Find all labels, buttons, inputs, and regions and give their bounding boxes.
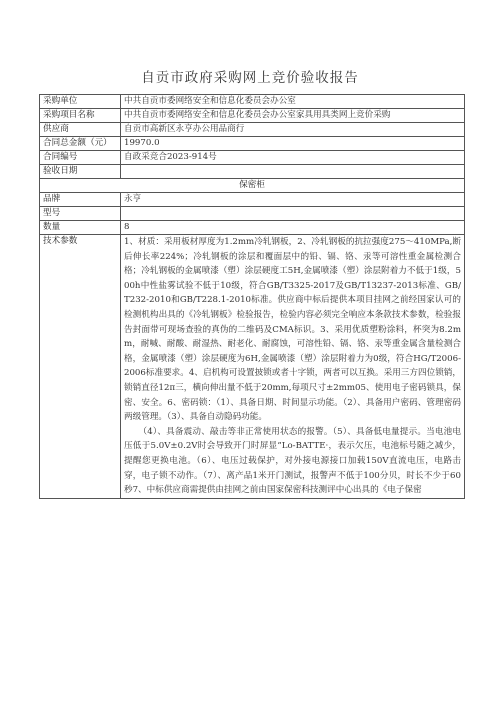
row-label: 采购单位 xyxy=(40,95,121,109)
row-label: 验收日期 xyxy=(40,165,121,179)
row-label: 技术参数 xyxy=(40,235,121,499)
row-label: 品牌 xyxy=(40,193,121,207)
table-row xyxy=(40,95,465,109)
page-title: 自贡市政府采购网上竞价验收报告 xyxy=(141,70,359,86)
acceptance-date-value xyxy=(121,165,465,179)
table-row xyxy=(40,193,465,207)
product-section-title: 保密柜 xyxy=(40,179,465,193)
row-label: 型号 xyxy=(40,207,121,221)
row-label: 采购项目名称 xyxy=(40,109,121,123)
quantity-value: 8 xyxy=(121,221,465,235)
purchaser-value: 中共自贡市委网络安全和信息化委员会办公室 xyxy=(121,95,465,109)
project-name-value: 中共自贡市委网络安全和信息化委员会办公室家具用具类网上竞价采购 xyxy=(121,109,465,123)
contract-amount-value: 19970.0 xyxy=(121,137,465,151)
technical-spec-text: 1、材质：采用板材厚度为1.2mm冷轧钢板，2、冷轧钢板的抗拉强度275～410MPa,断后伸长率224%；冷轧钢板的涂层和覆面层中的铅、镉、铬、汞等可溶性重金属检测合格；冷轧钢板的金属喷漆（塑）涂层硬度工5H,金属喷漆（塑）涂层附着力不低于1级，500h中性盐雾试验不低于10级，符合GB/T3325-2017及GB/T13237-2013标准、GB/T232-2010和GB/T228.1-2010标准。供应商中标后提供本项目挂网之前经国家认可的检测机构出具的《冷轧钢板》检验报告，检验内容必须完全响应本条款技术参数，检验报告封面带可现场查验的真伪的二维码及CMA标识。3、采用优质塑粉涂料，杯突为8.2mm，耐喊、耐酸、耐湿热、耐老化、耐腐蚀，可溶性铅、镉、铬、汞等重金属含量检测合格，金属喷漆（塑）涂层硬度为6H,金属喷漆（塑）涂层附着力为0级，符合HG/T2006-2006标准要求。4、启机构可设置披锁或者十字锁，两者可以互换。采用三方四位锁销，锁销直径12π三，横向伸出量不低于20mm,每项尺寸±2mm05、使用电子密码锁具，保密、安全。6、密码锁：（1）、具备日期、时间显示功能。（2）、具备用户密码、管理密码两级管理。（3）、具备自动隐码功能。 （4）、具备震动、敲击等非正常使用状态的报警。（5）、具备低电量提示。当电池电压低于5.0V±0.2V时会导致开门时屏显”Lo-BATTE·，表示欠压，电池标号随之减少，提醒您更换电池。（6）、电压过载保护，对外接电源接口加载150V直流电压，电路击穿，电子锁不动作。（7）、离产品1米开门测试，报警声不低于100分贝，时长不少于60秒7、中标供应商需提供由挂网之前由国家保密科技测评中心出具的《电子保密 xyxy=(121,235,465,499)
table-row xyxy=(40,207,465,221)
row-label: 合同总金额（元） xyxy=(40,137,121,151)
brand-value: 永亨 xyxy=(121,193,465,207)
table-row xyxy=(40,221,465,235)
supplier-value: 自贡市高新区永亨办公用品商行 xyxy=(121,123,465,137)
row-label: 供应商 xyxy=(40,123,121,137)
table-row xyxy=(40,165,465,179)
table-row xyxy=(40,109,465,123)
acceptance-table xyxy=(39,94,465,499)
row-label: 合同编号 xyxy=(40,151,121,165)
table-row xyxy=(40,123,465,137)
table-row xyxy=(40,137,465,151)
table-row xyxy=(40,235,465,499)
table-row xyxy=(40,151,465,165)
contract-number-value: 自政采竞合2023-914号 xyxy=(121,151,465,165)
row-label: 数量 xyxy=(40,221,121,235)
section-header-row xyxy=(40,179,465,193)
model-value xyxy=(121,207,465,221)
